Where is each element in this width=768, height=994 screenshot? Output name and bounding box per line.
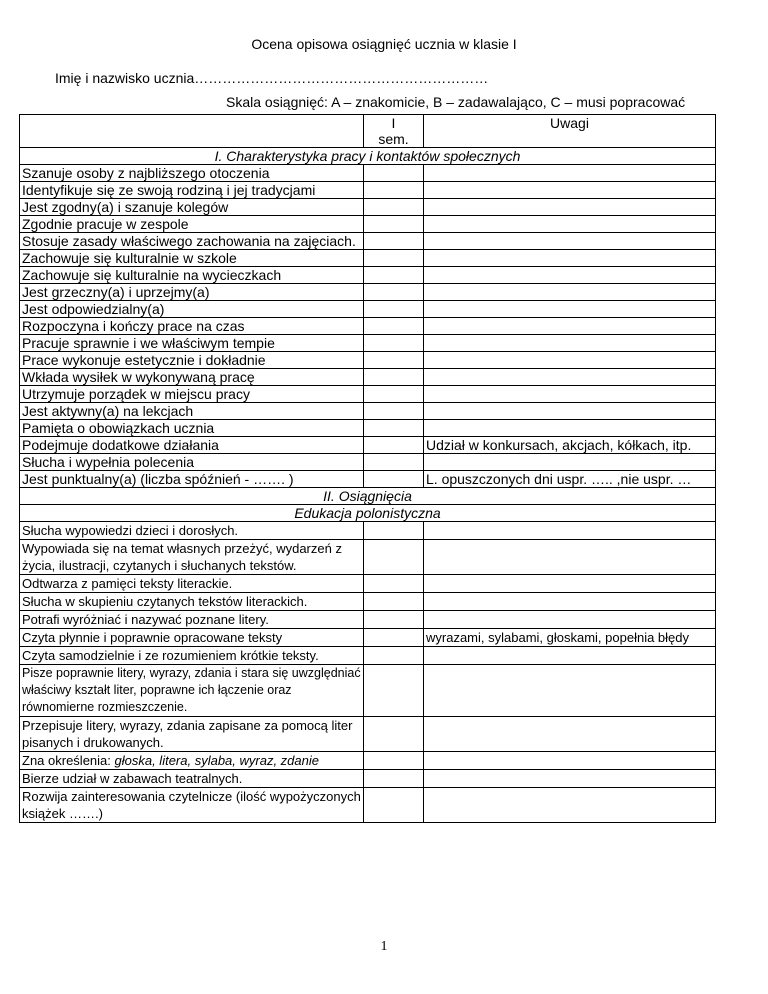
note-cell	[424, 420, 716, 437]
criterion-cell: Utrzymuje porządek w miejscu pracy	[20, 386, 364, 403]
note-cell	[424, 540, 716, 575]
grade-cell[interactable]	[364, 216, 424, 233]
section-subtitle-row	[20, 505, 716, 522]
table-row	[20, 665, 716, 717]
criterion-cell: Rozpoczyna i kończy prace na czas	[20, 318, 364, 335]
note-cell	[424, 284, 716, 301]
table-row	[20, 593, 716, 611]
note-cell	[424, 199, 716, 216]
table-row	[20, 454, 716, 471]
grade-cell[interactable]	[364, 454, 424, 471]
grade-cell[interactable]	[364, 788, 424, 823]
table-row	[20, 284, 716, 301]
table-row	[20, 471, 716, 488]
criterion-prefix: Zna określenia:	[22, 753, 115, 768]
table-row	[20, 629, 716, 647]
section1-title: I. Charakterystyka pracy i kontaktów społecznych	[20, 148, 716, 165]
table-row	[20, 301, 716, 318]
section-title-row	[20, 488, 716, 505]
note-cell	[424, 301, 716, 318]
criterion-cell: Pracuje sprawnie i we właściwym tempie	[20, 335, 364, 352]
grade-cell[interactable]	[364, 267, 424, 284]
criterion-cell: Prace wykonuje estetycznie i dokładnie	[20, 352, 364, 369]
note-cell	[424, 770, 716, 788]
table-row	[20, 250, 716, 267]
note-cell	[424, 386, 716, 403]
criterion-cell: Jest odpowiedzialny(a)	[20, 301, 364, 318]
note-cell: L. opuszczonych dni uspr. ….. ,nie uspr. …	[424, 471, 716, 488]
table-row	[20, 752, 716, 770]
semester-header-cell	[364, 115, 424, 148]
table-header-row	[20, 115, 716, 148]
table-row	[20, 199, 716, 216]
criterion-cell: Jest punktualny(a) (liczba spóźnień - ……. )	[20, 471, 364, 488]
criterion-cell: Odtwarza z pamięci teksty literackie.	[20, 575, 364, 593]
table-row	[20, 717, 716, 752]
document-title: Ocena opisowa osiągnięć ucznia w klasie I	[251, 36, 517, 52]
criterion-cell: Pamięta o obowiązkach ucznia	[20, 420, 364, 437]
grade-cell[interactable]	[364, 403, 424, 420]
note-cell	[424, 647, 716, 665]
section2-title: II. Osiągnięcia	[20, 488, 716, 505]
table-row	[20, 611, 716, 629]
grading-scale-line: Skala osiągnięć: A – znakomicie, B – zadawalająco, C – musi popracować	[226, 94, 686, 110]
note-cell	[424, 593, 716, 611]
section-title-row	[20, 148, 716, 165]
grade-cell[interactable]	[364, 250, 424, 267]
grade-cell[interactable]	[364, 165, 424, 182]
note-cell	[424, 788, 716, 823]
criterion-cell: Jest aktywny(a) na lekcjach	[20, 403, 364, 420]
table-row	[20, 267, 716, 284]
grade-cell[interactable]	[364, 352, 424, 369]
grade-cell[interactable]	[364, 386, 424, 403]
grade-cell[interactable]	[364, 665, 424, 717]
note-cell	[424, 403, 716, 420]
criterion-cell: Zgodnie pracuje w zespole	[20, 216, 364, 233]
table-row	[20, 770, 716, 788]
table-row	[20, 182, 716, 199]
table-row	[20, 788, 716, 823]
criterion-cell: Bierze udział w zabawach teatralnych.	[20, 770, 364, 788]
grade-cell[interactable]	[364, 233, 424, 250]
grade-cell[interactable]	[364, 301, 424, 318]
table-row	[20, 233, 716, 250]
note-cell	[424, 665, 716, 717]
note-cell	[424, 522, 716, 540]
note-cell	[424, 318, 716, 335]
semester-header-line1: I	[391, 115, 396, 131]
criterion-cell: Zachowuje się kulturalnie na wycieczkach	[20, 267, 364, 284]
criterion-cell: Potrafi wyróżniać i nazywać poznane litery.	[20, 611, 364, 629]
grade-cell[interactable]	[364, 647, 424, 665]
note-cell	[424, 369, 716, 386]
table-row	[20, 540, 716, 575]
criterion-cell: Jest grzeczny(a) i uprzejmy(a)	[20, 284, 364, 301]
note-cell	[424, 352, 716, 369]
criterion-italic-terms: głoska, litera, sylaba, wyraz, zdanie	[114, 753, 319, 768]
assessment-table	[19, 114, 716, 823]
grade-cell[interactable]	[364, 522, 424, 540]
table-row	[20, 352, 716, 369]
grade-cell[interactable]	[364, 318, 424, 335]
criterion-cell: Jest zgodny(a) i szanuje kolegów	[20, 199, 364, 216]
grade-cell[interactable]	[364, 752, 424, 770]
criterion-cell: Rozwija zainteresowania czytelnicze (ilość wypożyczonych książek …….)	[20, 788, 364, 823]
grade-cell[interactable]	[364, 199, 424, 216]
table-row	[20, 335, 716, 352]
table-row	[20, 165, 716, 182]
criterion-cell: Wypowiada się na temat własnych przeżyć, wydarzeń z życia, ilustracji, czytanych i słuchanych tekstów.	[20, 540, 364, 575]
criterion-header-cell	[20, 115, 364, 148]
note-cell	[424, 267, 716, 284]
table-row	[20, 522, 716, 540]
table-row	[20, 386, 716, 403]
table-row	[20, 216, 716, 233]
note-cell: Udział w konkursach, akcjach, kółkach, itp.	[424, 437, 716, 454]
criterion-cell: Czyta płynnie i poprawnie opracowane teksty	[20, 629, 364, 647]
grade-cell[interactable]	[364, 284, 424, 301]
criterion-cell	[20, 752, 364, 770]
criterion-cell: Stosuje zasady właściwego zachowania na zajęciach.	[20, 233, 364, 250]
table-row	[20, 318, 716, 335]
grade-cell[interactable]	[364, 575, 424, 593]
grade-cell[interactable]	[364, 437, 424, 454]
criterion-cell: Podejmuje dodatkowe działania	[20, 437, 364, 454]
note-cell	[424, 182, 716, 199]
grade-cell[interactable]	[364, 540, 424, 575]
table-row	[20, 575, 716, 593]
table-row	[20, 437, 716, 454]
note-cell	[424, 250, 716, 267]
criterion-cell: Szanuje osoby z najbliższego otoczenia	[20, 165, 364, 182]
table-row	[20, 647, 716, 665]
criterion-cell: Słucha wypowiedzi dzieci i dorosłych.	[20, 522, 364, 540]
grade-cell[interactable]	[364, 369, 424, 386]
semester-header-line2: sem.	[378, 131, 409, 147]
note-cell	[424, 752, 716, 770]
grade-cell[interactable]	[364, 182, 424, 199]
criterion-cell: Wkłada wysiłek w wykonywaną pracę	[20, 369, 364, 386]
criterion-cell: Przepisuje litery, wyrazy, zdania zapisane za pomocą liter pisanych i drukowanych.	[20, 717, 364, 752]
table-row	[20, 369, 716, 386]
criterion-cell: Słucha i wypełnia polecenia	[20, 454, 364, 471]
grade-cell[interactable]	[364, 593, 424, 611]
note-cell	[424, 611, 716, 629]
criterion-cell: Słucha w skupieniu czytanych tekstów literackich.	[20, 593, 364, 611]
note-cell	[424, 165, 716, 182]
notes-header-cell: Uwagi	[424, 115, 716, 148]
grade-cell[interactable]	[364, 717, 424, 752]
criterion-cell: Identyfikuje się ze swoją rodziną i jej tradycjami	[20, 182, 364, 199]
grade-cell[interactable]	[364, 611, 424, 629]
grade-cell[interactable]	[364, 471, 424, 488]
note-cell	[424, 216, 716, 233]
note-cell	[424, 717, 716, 752]
grade-cell[interactable]	[364, 770, 424, 788]
table-row	[20, 420, 716, 437]
grade-cell[interactable]	[364, 420, 424, 437]
table-row	[20, 403, 716, 420]
note-cell	[424, 575, 716, 593]
note-cell	[424, 454, 716, 471]
grade-cell[interactable]	[364, 629, 424, 647]
note-cell	[424, 233, 716, 250]
criterion-cell: Czyta samodzielnie i ze rozumieniem krótkie teksty.	[20, 647, 364, 665]
page-number: 1	[380, 939, 388, 954]
student-name-line: Imię i nazwisko ucznia………………………………………………………	[55, 70, 489, 86]
criterion-cell: Pisze poprawnie litery, wyrazy, zdania i stara się uwzględniać właściwy kształt liter, poprawne ich łączenie oraz równomierne rozmieszczenie.	[20, 665, 364, 717]
grade-cell[interactable]	[364, 335, 424, 352]
note-cell: wyrazami, sylabami, głoskami, popełnia błędy	[424, 629, 716, 647]
criterion-cell: Zachowuje się kulturalnie w szkole	[20, 250, 364, 267]
section2-subtitle: Edukacja polonistyczna	[20, 505, 716, 522]
note-cell	[424, 335, 716, 352]
